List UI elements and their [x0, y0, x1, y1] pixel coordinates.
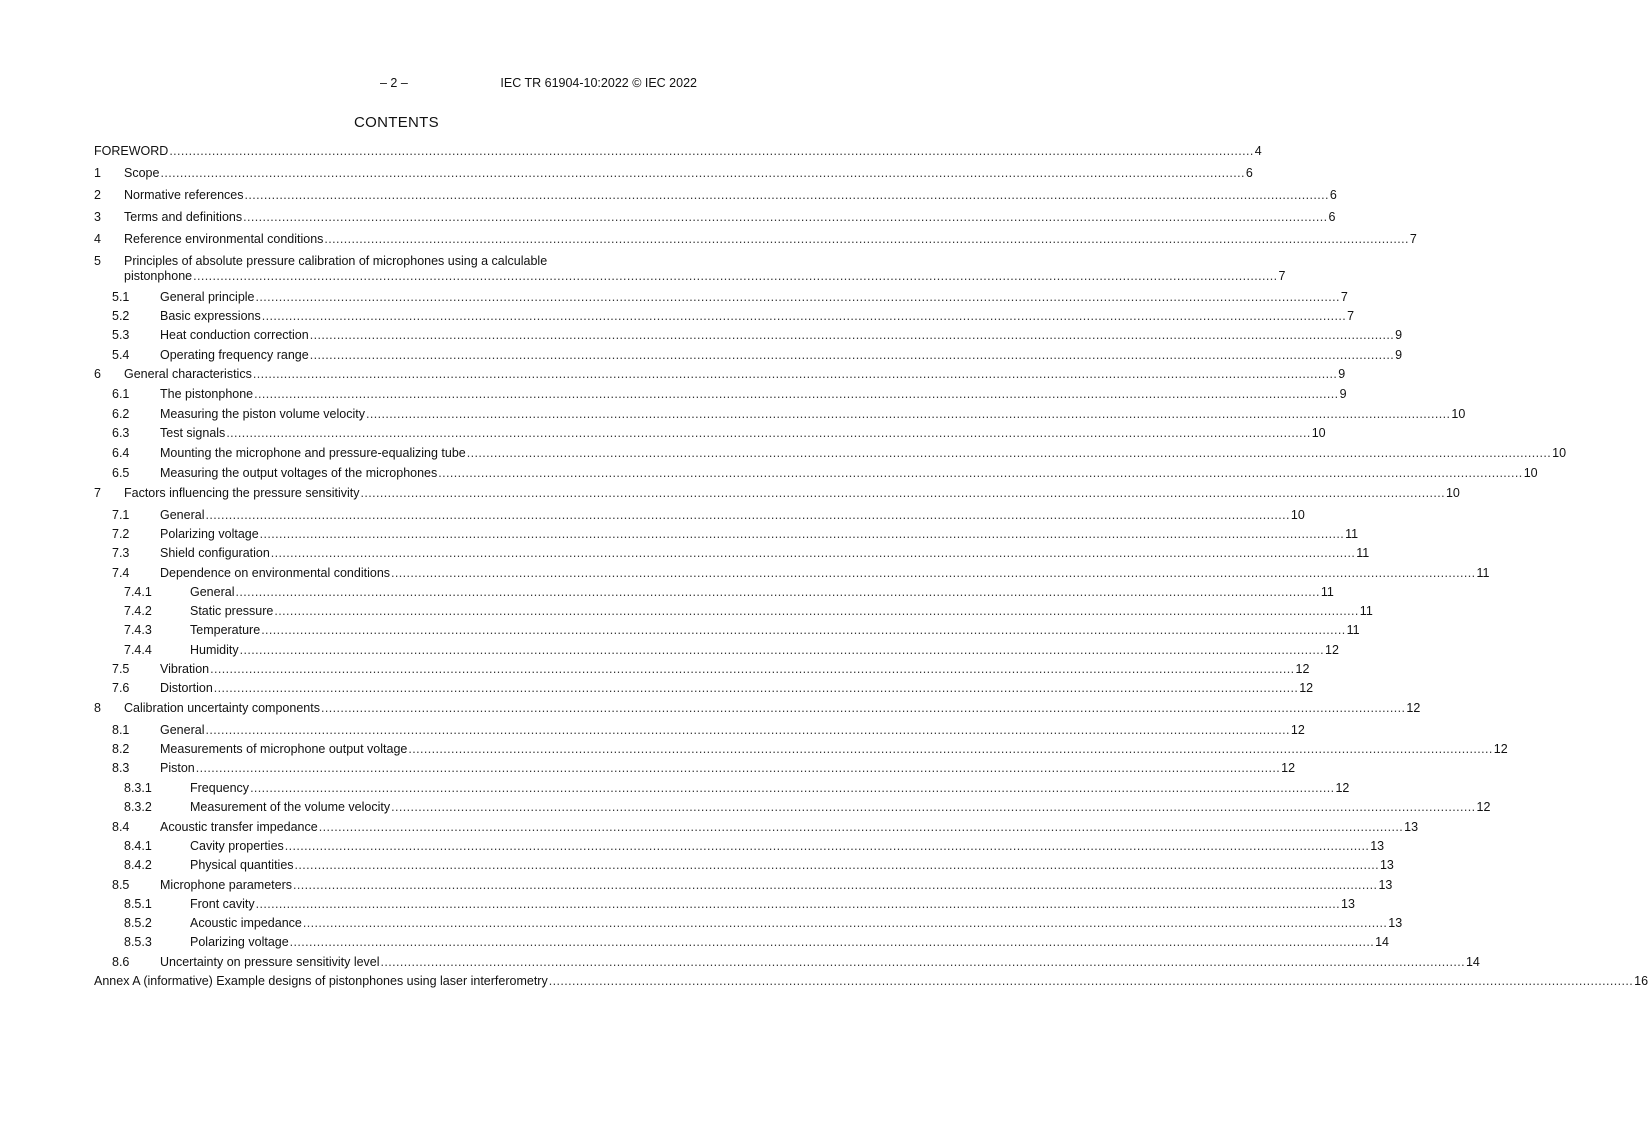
dot-leader [361, 486, 1445, 501]
toc-entry-label: Mounting the microphone and pressure-equalizing tube [160, 446, 466, 460]
dot-leader [205, 723, 1289, 738]
toc-entry[interactable] [94, 546, 1370, 561]
toc-entry[interactable] [94, 974, 1648, 989]
toc-entry-page: 11 [1346, 623, 1360, 637]
toc-entry-label: Heat conduction correction [160, 328, 309, 342]
toc-entry-number: 8.5 [112, 878, 130, 892]
toc-entry[interactable] [94, 585, 1334, 600]
toc-entry-number: 8.2 [112, 742, 130, 756]
toc-entry[interactable] [94, 232, 1417, 247]
toc-entry-page: 11 [1356, 546, 1370, 560]
toc-entry-number: 7.4 [112, 566, 130, 580]
toc-entry-number: 8.6 [112, 955, 130, 969]
toc-entry-number: 7.2 [112, 527, 130, 541]
toc-entry-label: Vibration [160, 662, 210, 676]
toc-entry-label: Static pressure [190, 604, 274, 618]
dot-leader [261, 623, 1345, 638]
dot-leader [260, 527, 1344, 542]
toc-entry-page: 12 [1406, 701, 1421, 715]
dot-leader [196, 761, 1280, 776]
toc-entry-label: Frequency [190, 781, 250, 795]
toc-entry-number: 4 [94, 232, 101, 246]
dot-leader [321, 701, 1405, 716]
toc-entry-label: Cavity properties [190, 839, 284, 853]
toc-entry-number: 7.4.2 [124, 604, 152, 618]
toc-entry-label: General principle [160, 290, 255, 304]
dot-leader [169, 144, 1253, 159]
toc-entry-label: Temperature [190, 623, 261, 637]
toc-entry-label: Acoustic transfer impedance [160, 820, 318, 834]
toc-entry[interactable] [94, 897, 1355, 912]
dot-leader [214, 681, 1298, 696]
dot-leader [549, 974, 1633, 989]
toc-entry[interactable] [94, 916, 1403, 931]
dot-leader [285, 839, 1369, 854]
toc-entry[interactable] [94, 367, 1346, 382]
toc-entry-page: 10 [1523, 466, 1538, 480]
toc-entry[interactable] [94, 446, 1567, 461]
toc-entry-page: 12 [1325, 643, 1339, 657]
toc-entry-label: Distortion [160, 681, 213, 695]
toc-entry-number: 6 [94, 367, 101, 381]
toc-entry-page: 9 [1395, 348, 1403, 362]
toc-entry-page: 13 [1341, 897, 1355, 911]
toc-entry[interactable] [94, 623, 1360, 638]
toc-entry[interactable] [94, 387, 1347, 402]
toc-entry-number: 5.2 [112, 309, 130, 323]
toc-entry[interactable] [94, 858, 1394, 873]
toc-entry-number: 5.3 [112, 328, 130, 342]
toc-entry-page: 10 [1552, 446, 1567, 460]
toc-entry-page: 13 [1370, 839, 1385, 853]
dot-leader [303, 916, 1387, 931]
toc-entry-number: 7.5 [112, 662, 130, 676]
toc-entry-page: 7 [1347, 309, 1355, 323]
dot-leader [250, 781, 1334, 796]
toc-entry-page: 7 [1340, 290, 1348, 304]
toc-entry[interactable] [94, 527, 1359, 542]
toc-entry-page: 12 [1476, 800, 1491, 814]
toc-entry[interactable] [94, 723, 1305, 738]
toc-entry[interactable] [94, 566, 1490, 581]
toc-entry-number: 6.2 [112, 407, 130, 421]
toc-entry-number: 1 [94, 166, 101, 180]
toc-entry-number: 8.4 [112, 820, 130, 834]
toc-entry-page: 12 [1299, 681, 1314, 695]
toc-entry-page: 16 [1634, 974, 1648, 988]
toc-entry-page: 10 [1445, 486, 1460, 500]
dot-leader [319, 820, 1403, 835]
toc-entry[interactable] [94, 328, 1403, 343]
toc-entry-page: 10 [1290, 508, 1305, 522]
toc-entry[interactable] [94, 486, 1460, 501]
toc-entry[interactable] [94, 800, 1491, 815]
toc-entry-number: 2 [94, 188, 101, 202]
toc-entry-number: 8.4.2 [124, 858, 152, 872]
dot-leader [254, 387, 1338, 402]
toc-entry-label: Measurements of microphone output voltage [160, 742, 408, 756]
dot-leader [391, 800, 1475, 815]
dot-leader [226, 426, 1310, 441]
toc-entry[interactable] [94, 254, 1286, 284]
toc-entry[interactable] [94, 210, 1336, 225]
toc-entry-page: 4 [1254, 144, 1262, 158]
toc-entry-label: Shield configuration [160, 546, 270, 560]
dot-leader [324, 232, 1408, 247]
dot-leader [160, 166, 1244, 181]
toc-entry-page: 11 [1345, 527, 1359, 541]
toc-entry[interactable] [94, 955, 1480, 970]
toc-entry[interactable] [94, 820, 1419, 835]
toc-entry-number: 8.5.2 [124, 916, 152, 930]
dot-leader [240, 643, 1324, 658]
dot-leader [205, 508, 1289, 523]
toc-entry-number: 7.4.1 [124, 585, 152, 599]
dot-leader [366, 407, 1450, 422]
dot-leader [310, 328, 1394, 343]
toc-entry[interactable] [94, 407, 1466, 422]
toc-entry-number: 6.1 [112, 387, 130, 401]
toc-entry-page: 13 [1379, 858, 1394, 872]
toc-entry-label: Humidity [190, 643, 239, 657]
toc-entry-number: 7 [94, 486, 101, 500]
toc-entry-number: 8.4.1 [124, 839, 152, 853]
toc-entry-number: 8.3.1 [124, 781, 152, 795]
toc-entry-page: 9 [1395, 328, 1403, 342]
toc-entry[interactable] [94, 681, 1314, 696]
toc-entry-number: 5.4 [112, 348, 130, 362]
page-number: – 2 – [380, 76, 408, 90]
toc-entry-label: Front cavity [190, 897, 255, 911]
toc-entry-page: 12 [1493, 742, 1508, 756]
toc-entry[interactable] [94, 662, 1310, 677]
toc-entry[interactable] [94, 701, 1421, 716]
toc-entry-page: 6 [1328, 210, 1336, 224]
dot-leader [256, 897, 1340, 912]
dot-leader [381, 955, 1465, 970]
toc-entry-label: Measuring the piston volume velocity [160, 407, 365, 421]
toc-entry-page: 13 [1404, 820, 1419, 834]
toc-entry-label: Dependence on environmental conditions [160, 566, 391, 580]
toc-entry-number: 7.3 [112, 546, 130, 560]
toc-entry-number: 8.1 [112, 723, 130, 737]
toc-entry-number: 7.6 [112, 681, 130, 695]
toc-entry-label: Scope [124, 166, 160, 180]
toc-entry-label: Polarizing voltage [160, 527, 259, 541]
toc-entry-label: Annex A (informative) Example designs of pistonphones using laser interferometry [94, 974, 548, 988]
toc-entry[interactable] [94, 839, 1385, 854]
dot-leader [438, 466, 1522, 481]
toc-entry[interactable] [94, 742, 1508, 757]
toc-entry-label: General [160, 723, 205, 737]
toc-entry[interactable] [94, 290, 1348, 305]
toc-entry-number: 8.5.1 [124, 897, 152, 911]
toc-entry-page: 7 [1409, 232, 1417, 246]
toc-entry-label: General [190, 585, 235, 599]
toc-entry-page: 13 [1378, 878, 1393, 892]
toc-entry-label: Basic expressions [160, 309, 261, 323]
toc-entry[interactable] [94, 426, 1326, 441]
toc-entry[interactable] [94, 166, 1253, 181]
dot-leader [408, 742, 1492, 757]
toc-entry[interactable] [94, 508, 1305, 523]
toc-entry-page: 12 [1295, 662, 1310, 676]
dot-leader [293, 878, 1377, 893]
dot-leader [235, 585, 1319, 600]
dot-leader [295, 858, 1379, 873]
toc-entry-number: 5.1 [112, 290, 130, 304]
toc-entry-page: 12 [1281, 761, 1296, 775]
dot-leader [193, 269, 1277, 284]
toc-entry[interactable] [94, 144, 1262, 159]
dot-leader [310, 348, 1394, 363]
toc-entry-page: 6 [1245, 166, 1253, 180]
toc-entry-label: Operating frequency range [160, 348, 309, 362]
toc-entry-label: Measurement of the volume velocity [190, 800, 391, 814]
toc-entry-number: 8.3 [112, 761, 130, 775]
dot-leader [253, 367, 1337, 382]
toc-entry[interactable] [94, 188, 1337, 203]
toc-entry-label: Factors influencing the pressure sensitivity [124, 486, 360, 500]
toc-entry-label: Normative references [124, 188, 244, 202]
toc-entry-label-continued: pistonphone [124, 269, 193, 283]
toc-entry-page: 14 [1375, 935, 1389, 949]
toc-entry-label: General characteristics [124, 367, 252, 381]
toc-entry[interactable] [94, 309, 1355, 324]
toc-entry-page: 9 [1339, 387, 1347, 401]
toc-entry-number: 8.3.2 [124, 800, 152, 814]
dot-leader [467, 446, 1551, 461]
toc-entry-page: 11 [1320, 585, 1334, 599]
toc-entry-label: Microphone parameters [160, 878, 293, 892]
toc-entry-number: 8 [94, 701, 101, 715]
toc-entry-label: The pistonphone [160, 387, 254, 401]
toc-entry-number: 7.4.4 [124, 643, 152, 657]
toc-entry-page: 12 [1335, 781, 1350, 795]
toc-entry-label: Measuring the output voltages of the microphones [160, 466, 438, 480]
dot-leader [210, 662, 1294, 677]
toc-entry-number: 7.1 [112, 508, 130, 522]
toc-entry-page: 11 [1476, 566, 1490, 580]
page-header [0, 76, 793, 92]
toc-entry-page: 10 [1311, 426, 1326, 440]
toc-entry[interactable] [94, 781, 1350, 796]
dot-leader [290, 935, 1374, 950]
toc-entry-page: 12 [1290, 723, 1305, 737]
toc-entry[interactable] [94, 348, 1403, 363]
contents-title: CONTENTS [354, 114, 439, 131]
dot-leader [274, 604, 1358, 619]
toc-entry[interactable] [94, 604, 1373, 619]
toc-entry-page: 14 [1465, 955, 1480, 969]
standard-reference: IEC TR 61904-10:2022 © IEC 2022 [500, 76, 697, 90]
toc-entry-label: Uncertainty on pressure sensitivity level [160, 955, 380, 969]
toc-entry-label: Piston [160, 761, 195, 775]
dot-leader [256, 290, 1340, 305]
toc-entry-page: 9 [1338, 367, 1346, 381]
dot-leader [391, 566, 1475, 581]
toc-entry-page: 11 [1359, 604, 1373, 618]
toc-entry-label: FOREWORD [94, 144, 169, 158]
toc-entry-number: 6.4 [112, 446, 130, 460]
toc-entry-number: 8.5.3 [124, 935, 152, 949]
toc-entry-label: Test signals [160, 426, 226, 440]
toc-entry-number: 3 [94, 210, 101, 224]
toc-entry-page: 13 [1388, 916, 1403, 930]
toc-entry[interactable] [94, 643, 1339, 658]
toc-entry[interactable] [94, 878, 1393, 893]
dot-leader [245, 188, 1329, 203]
toc-entry[interactable] [94, 761, 1296, 776]
toc-entry-number: 5 [94, 254, 101, 268]
toc-entry-number: 7.4.3 [124, 623, 152, 637]
toc-entry-page: 6 [1329, 188, 1337, 202]
toc-entry-label: Principles of absolute pressure calibration of microphones using a calculable [124, 254, 548, 268]
toc-entry-page: 10 [1451, 407, 1466, 421]
toc-entry[interactable] [94, 935, 1389, 950]
toc-entry-label: Calibration uncertainty components [124, 701, 320, 715]
dot-leader [262, 309, 1346, 324]
toc-entry-label: Terms and definitions [124, 210, 243, 224]
toc-entry-number: 6.3 [112, 426, 130, 440]
toc-entry-label: General [160, 508, 205, 522]
dot-leader [271, 546, 1355, 561]
toc-entry-number: 6.5 [112, 466, 130, 480]
toc-entry-page: 7 [1278, 269, 1286, 283]
toc-entry-label: Physical quantities [190, 858, 294, 872]
toc-entry-label: Polarizing voltage [190, 935, 289, 949]
toc-entry[interactable] [94, 466, 1538, 481]
toc-entry-label: Acoustic impedance [190, 916, 302, 930]
dot-leader [243, 210, 1327, 225]
toc-entry-label: Reference environmental conditions [124, 232, 324, 246]
